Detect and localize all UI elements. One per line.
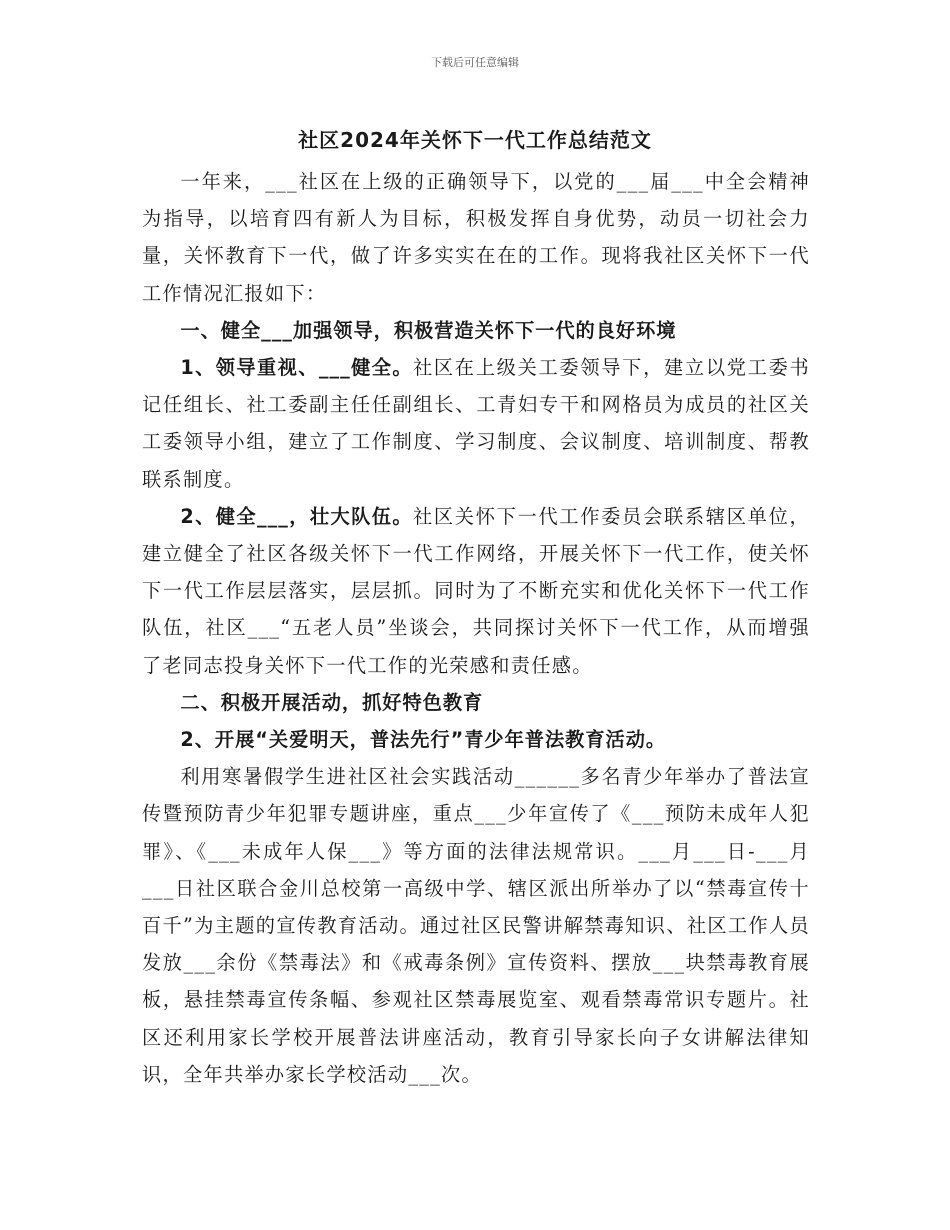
- item-paragraph-3: 利用寒暑假学生进社区社会实践活动______多名青少年举办了普法宣传暨预防青少年犯罪专题讲座，重点___少年宣传了《___预防未成年人犯罪》、《___未成年人保___》等方面的法律法规常识。___月___日-___月___日社区联合金川总校第一高级中学、辖区派出所举办了以“禁毒宣传十百千”为主题的宣传教育活动。通过社区民警讲解禁毒知识、社区工作人员发放___余份《禁毒法》和《戒毒条例》宣传资料、摆放___块禁毒教育展板，悬挂禁毒宣传条幅、参观社区禁毒展览室、观看禁毒常识专题片。社区还利用家长学校开展普法讲座活动，教育引导家长向子女讲解法律知识，全年共举办家长学校活动___次。: [142, 765, 810, 1086]
- item-paragraph-1: [142, 349, 810, 498]
- section-heading-2: 二、积极开展活动，抓好特色教育: [180, 690, 484, 714]
- item-text-2: 社区关怀下一代工作委员会联系辖区单位，建立健全了社区各级关怀下一代工作网络，开展关怀下一代工作，使关怀下一代工作层层落实，层层抓。同时为了不断充实和优化关怀下一代工作队伍，社区___“五老人员”坐谈会，共同探讨关怀下一代工作，从而增强了老同志投身关怀下一代工作的光荣感和责任感。: [142, 504, 810, 677]
- document-title: 社区2024年关怀下一代工作总结范文: [298, 128, 652, 152]
- intro-paragraph: 一年来，___社区在上级的正确领导下，以党的___届___中全会精神为指导，以培育四有新人为目标，积极发挥自身优势，动员一切社会力量，关怀教育下一代，做了许多实实在在的工作。现将我社区关怀下一代工作情况汇报如下：: [142, 170, 810, 305]
- document-body: [142, 163, 810, 1093]
- item-lead-2: 2、健全___，壮大队伍。: [180, 504, 413, 528]
- item-text-1: 社区在上级关工委领导下，建立以党工委书记任组长、社工委副主任任副组长、工青妇专干和网格员为成员的社区关工委领导小组，建立了工作制度、学习制度、会议制度、培训制度、帮教联系制度。: [142, 356, 810, 491]
- section-heading-1: 一、健全___加强领导，积极营造关怀下一代的良好环境: [180, 318, 677, 342]
- item-paragraph-2: [142, 498, 810, 684]
- item-lead-1: 1、领导重视、___健全。: [180, 356, 413, 380]
- item-heading-3: 2、开展“关爱明天，普法先行”青少年普法教育活动。: [180, 728, 667, 752]
- page-header-note: 下载后可任意编辑: [431, 56, 519, 69]
